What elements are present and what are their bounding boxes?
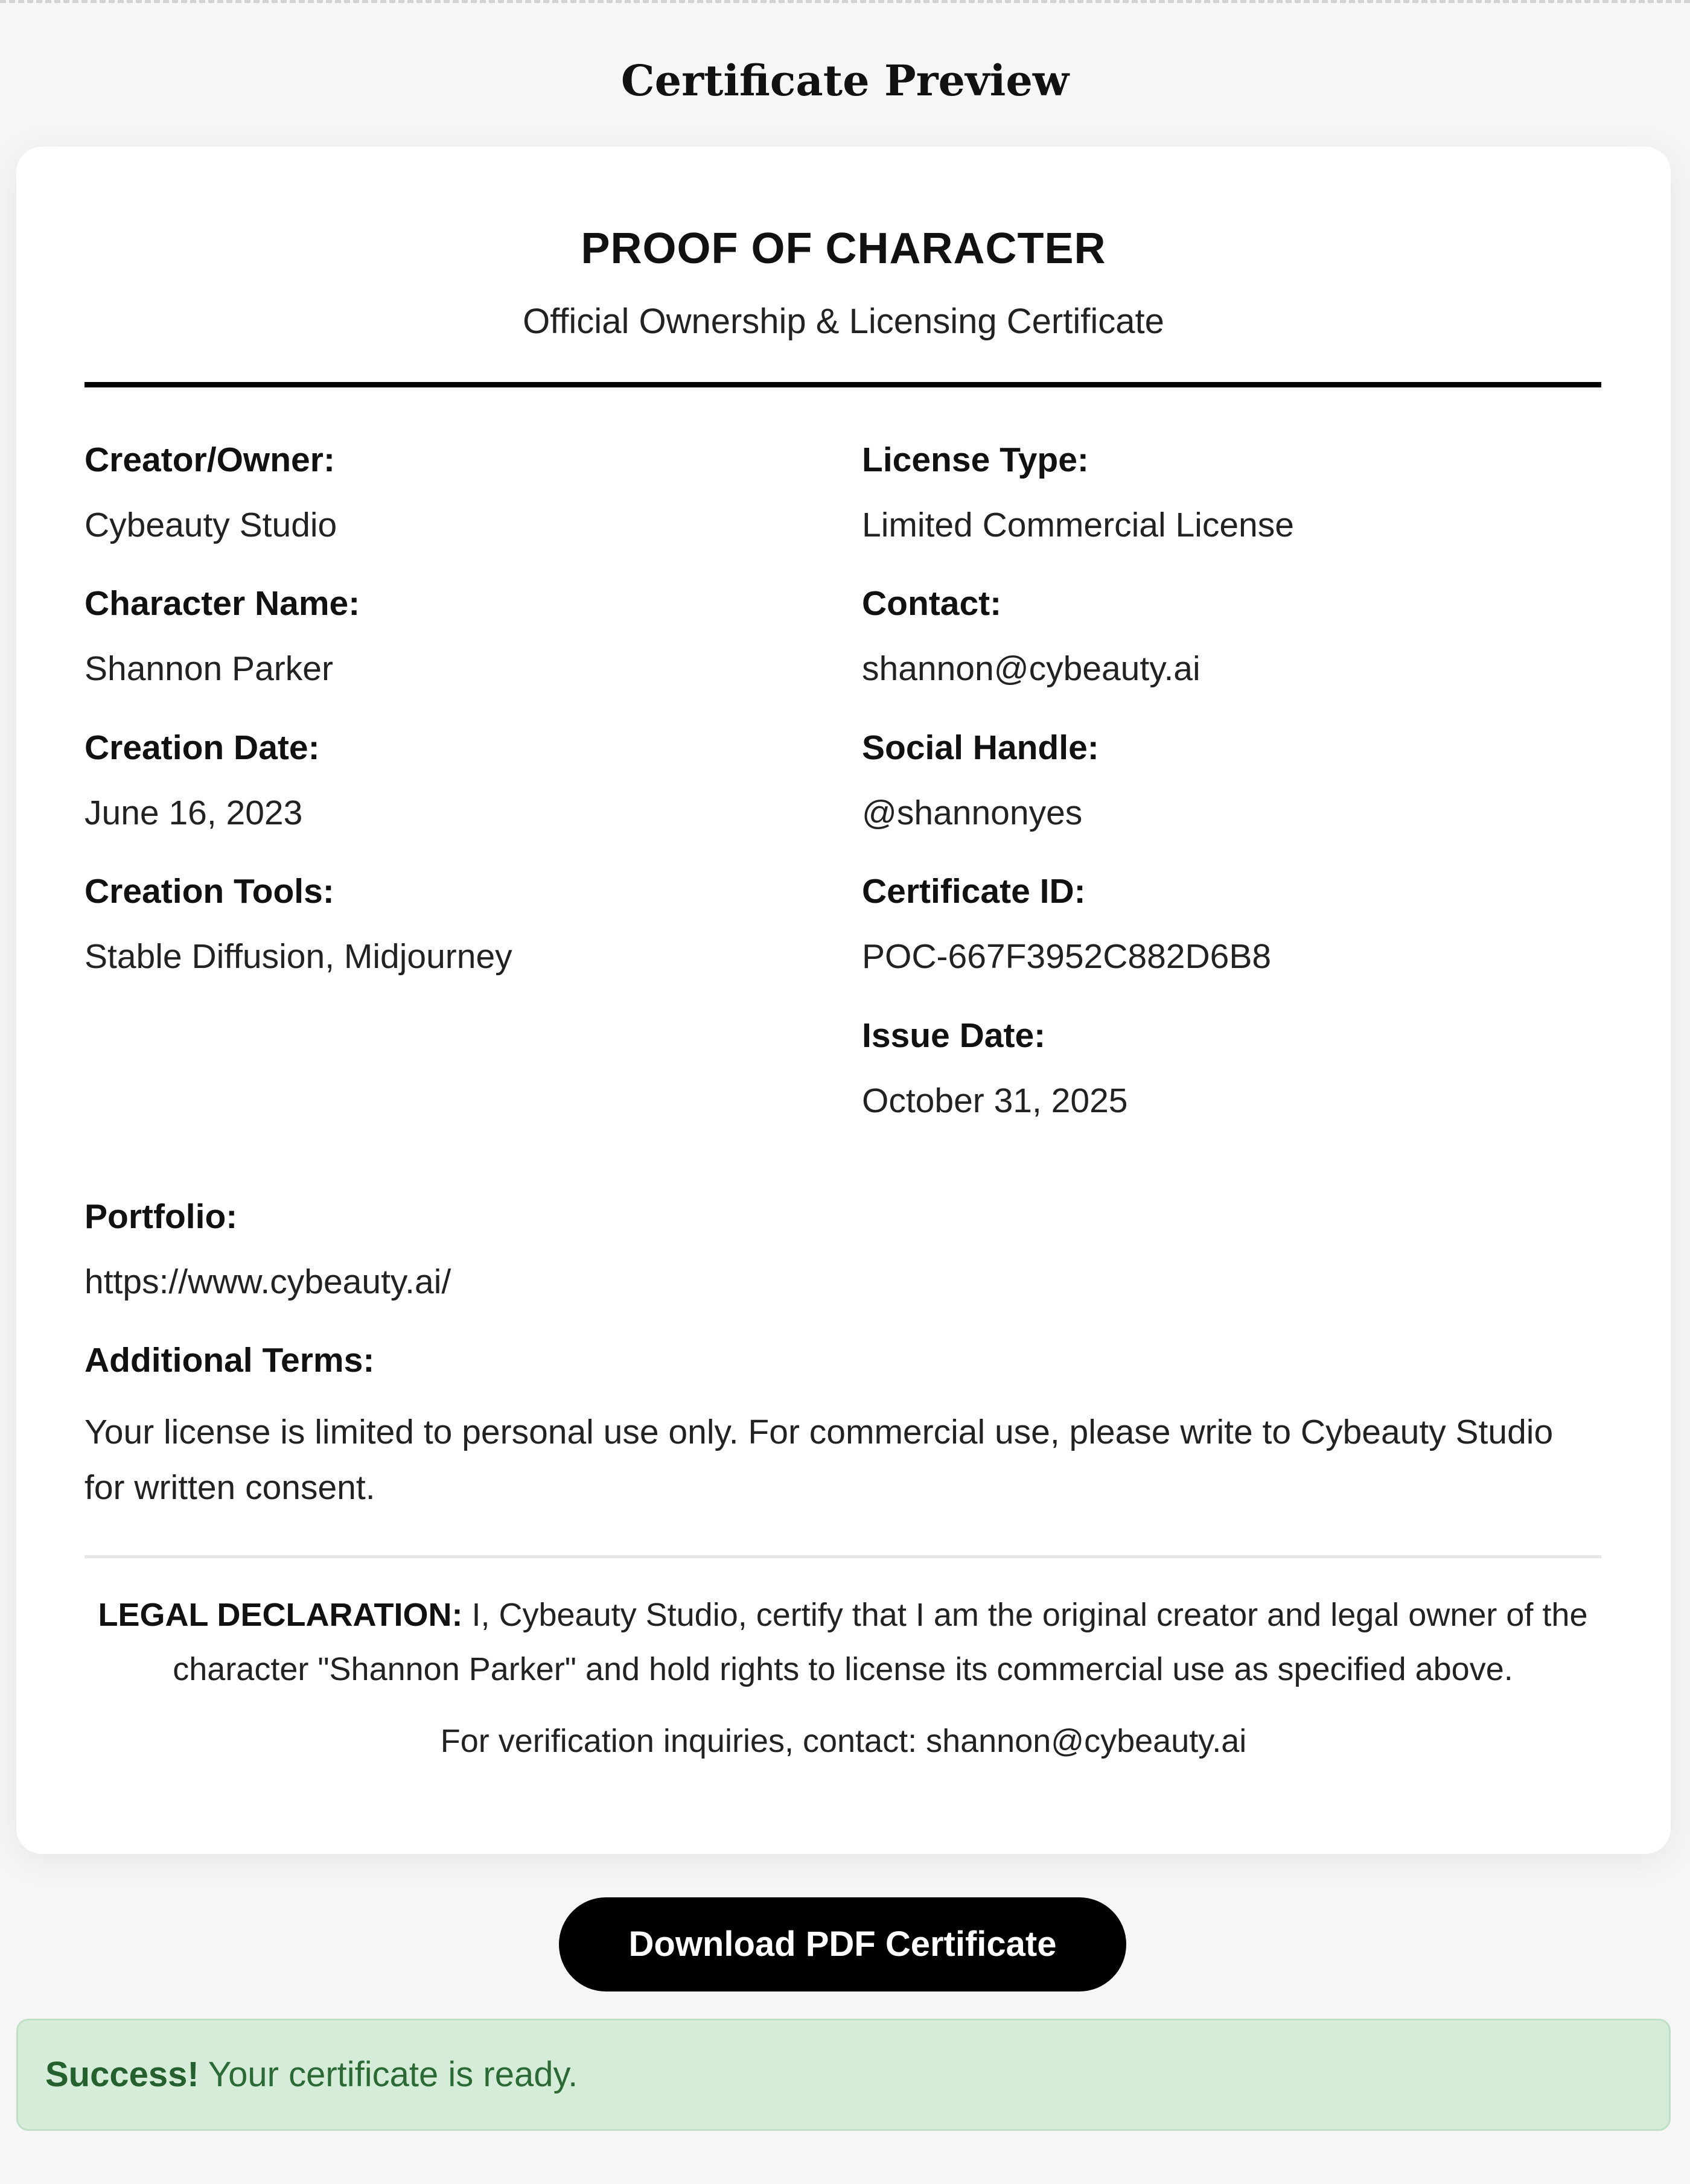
field-portfolio [84, 1197, 451, 1302]
field-value: Cybeauty Studio [84, 506, 337, 544]
field-creation-date [84, 728, 785, 833]
field-label: License Type: [862, 441, 1089, 479]
verification-note: For verification inquiries, contact: shannon@cybeauty.ai [440, 1723, 1247, 1759]
field-value: June 16, 2023 [84, 794, 303, 832]
field-label: Additional Terms: [84, 1341, 375, 1380]
field-label: Certificate ID: [862, 872, 1086, 911]
alert-strong: Success! [45, 2055, 199, 2094]
portfolio-link: https://www.cybeauty.ai/ [84, 1262, 451, 1301]
field-additional-terms [84, 1340, 1601, 1515]
section-divider [84, 1555, 1601, 1558]
field-creation-tools [84, 871, 785, 976]
title-divider [84, 382, 1601, 387]
field-certificate-id [862, 871, 1586, 976]
field-value: Stable Diffusion, Midjourney [84, 937, 512, 976]
field-character-name [84, 584, 785, 689]
field-value: @shannonyes [862, 794, 1083, 832]
certificate-subtitle: Official Ownership & Licensing Certificate [523, 302, 1164, 341]
field-label: Issue Date: [862, 1016, 1046, 1055]
field-social-handle [862, 728, 1586, 833]
field-value: October 31, 2025 [862, 1081, 1128, 1120]
field-license-type [862, 440, 1586, 545]
field-label: Social Handle: [862, 728, 1099, 767]
field-value: shannon@cybeauty.ai [862, 649, 1201, 688]
legal-declaration-label: LEGAL DECLARATION: [98, 1597, 463, 1633]
field-label: Creator/Owner: [84, 441, 335, 479]
field-issue-date [862, 1016, 1586, 1121]
field-label: Creation Date: [84, 728, 320, 767]
alert-message: Your certificate is ready. [199, 2055, 578, 2094]
field-label: Character Name: [84, 584, 360, 623]
field-contact [862, 584, 1586, 689]
field-label: Contact: [862, 584, 1002, 623]
field-value: Shannon Parker [84, 649, 333, 688]
field-value: POC-667F3952C882D6B8 [862, 937, 1272, 976]
legal-declaration [84, 1588, 1601, 1696]
top-dashed-divider [0, 0, 1690, 3]
download-pdf-button[interactable]: Download PDF Certificate [559, 1897, 1126, 1991]
field-creator-owner [84, 440, 785, 545]
field-value: Limited Commercial License [862, 506, 1294, 544]
page-title: Certificate Preview [620, 56, 1070, 106]
field-label: Creation Tools: [84, 872, 334, 911]
certificate-card [16, 147, 1671, 1854]
field-label: Portfolio: [84, 1197, 238, 1236]
certificate-title: PROOF OF CHARACTER [581, 224, 1106, 273]
success-alert [16, 2019, 1671, 2131]
legal-declaration-text: I, Cybeauty Studio, certify that I am the original creator and legal owner of the character "Shannon Parker" and hold rights to license its commercial use as specified above. [173, 1597, 1588, 1687]
field-value: Your license is limited to personal use only. For commercial use, please write to Cybeauty Studio for written consent. [84, 1413, 1554, 1507]
